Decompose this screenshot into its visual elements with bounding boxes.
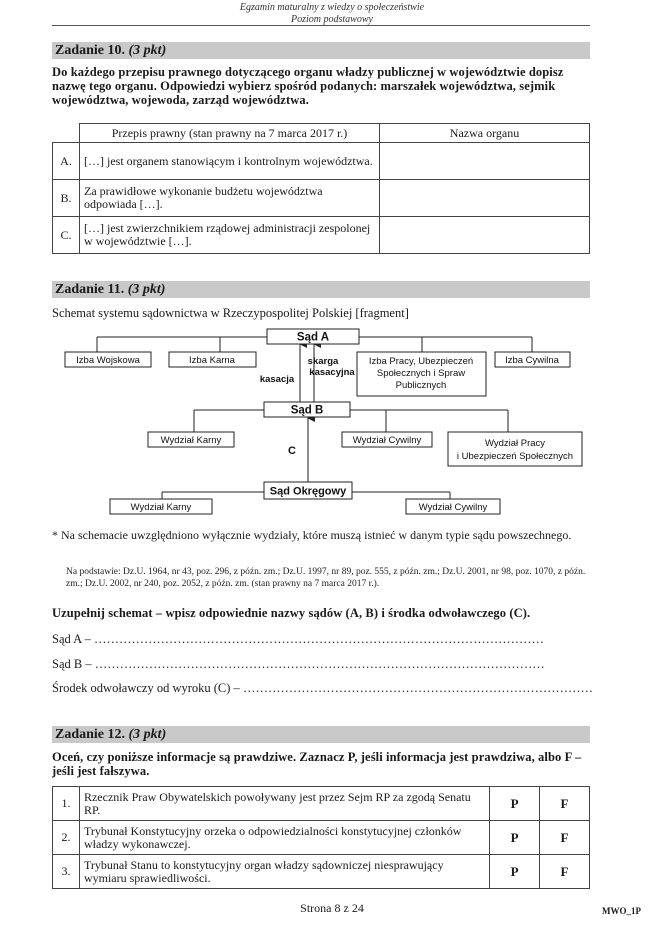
statement-text: Trybunał Konstytucyjny orzeka o odpowiedzialności konstytucyjnej członków władzy wykonawczej. xyxy=(79,821,489,855)
task11-source: Na podstawie: Dz.U. 1964, nr 43, poz. 296, z późn. zm.; Dz.U. 1997, nr 89, poz. 555, z późn. zm.; Dz.U. 2001, nr 98, poz. 1070, z późn. zm.; Dz.U. 2002, nr 240, poz. 2052, z późn. zm. (stan prawny na 7 marca 2017 r.). xyxy=(66,567,586,589)
task11-note: * Na schemacie uwzględniono wyłącznie wydziały, które muszą istnieć w danym typie sądu powszechnego. xyxy=(52,528,572,542)
diagram-wydzial-pracy-1: Wydział Pracy xyxy=(484,438,546,449)
row-letter: A. xyxy=(53,143,80,180)
diagram-izba-cywilna: Izba Cywilna xyxy=(505,355,559,366)
diagram-skarga: skarga xyxy=(307,356,339,367)
diagram-izba-karna: Izba Karna xyxy=(189,355,235,366)
page-number: Strona 8 z 24 xyxy=(300,901,364,915)
false-option[interactable]: F xyxy=(540,787,590,821)
diagram-wydzial-cywilny-b: Wydział Cywilny xyxy=(352,435,422,446)
diagram-wydzial-karny-o: Wydział Karny xyxy=(130,502,192,513)
answer-cell-c[interactable] xyxy=(380,217,590,254)
court-system-diagram xyxy=(52,322,590,518)
statement-num: 2. xyxy=(53,821,80,855)
answer-cell-a[interactable] xyxy=(380,143,590,180)
row-rule-text: […] jest organem stanowiącym i kontrolnym województwa. xyxy=(80,143,380,180)
task12-table xyxy=(52,786,590,889)
statement-num: 1. xyxy=(53,787,80,821)
statement-text: Rzecznik Praw Obywatelskich powoływany jest przez Sejm RP za zgodą Senatu RP. xyxy=(79,787,489,821)
diagram-izba-wojskowa: Izba Wojskowa xyxy=(76,355,140,366)
true-option[interactable]: P xyxy=(490,821,540,855)
row-rule-text: […] jest zwierzchnikiem rządowej administracji zespolonej w województwie […]. xyxy=(80,217,380,254)
task10-title: Zadanie 10. xyxy=(55,43,126,58)
false-option[interactable]: F xyxy=(540,821,590,855)
header-divider xyxy=(52,25,590,26)
answer-cell-b[interactable] xyxy=(380,180,590,217)
task11-instruction: Uzupełnij schemat – wpisz odpowiednie nazwy sądów (A, B) i środka odwoławczego (C). xyxy=(52,606,531,620)
table-row xyxy=(53,180,590,217)
diagram-izba-pracy-3: Publicznych xyxy=(395,380,447,391)
diagram-wydzial-pracy-2: i Ubezpieczeń Społecznych xyxy=(456,451,574,462)
task12-title: Zadanie 12. xyxy=(55,727,126,742)
statement-num: 3. xyxy=(53,855,80,889)
task12-points: (3 pkt) xyxy=(128,727,167,742)
false-option[interactable]: F xyxy=(540,855,590,889)
task10-heading xyxy=(52,42,590,59)
answer-line-sad-a[interactable] xyxy=(52,632,544,647)
task10-col-organ: Nazwa organu xyxy=(380,124,590,143)
exam-code: MWO_1P xyxy=(602,906,641,916)
diagram-sad-a: Sąd A xyxy=(296,331,330,344)
diagram-izba-pracy-1: Izba Pracy, Ubezpieczeń xyxy=(368,356,474,367)
diagram-wydzial-karny-b: Wydział Karny xyxy=(160,435,222,446)
answer-dots: ………………………………………………………………………… xyxy=(242,681,593,695)
answer-label: Środek odwoławczy od wyroku (C) – xyxy=(52,681,240,695)
task10-table xyxy=(52,123,590,254)
task11-points: (3 pkt) xyxy=(127,282,166,297)
diagram-c-label: C xyxy=(288,445,296,457)
diagram-kasacyjna: kasacyjna xyxy=(309,367,355,378)
answer-line-sad-b[interactable] xyxy=(52,657,545,672)
table-row xyxy=(53,787,590,821)
task11-title: Zadanie 11. xyxy=(55,282,125,297)
answer-line-srodek-c[interactable] xyxy=(52,681,593,696)
answer-label: Sąd A – xyxy=(52,632,91,646)
diagram-wydzial-cywilny-o: Wydział Cywilny xyxy=(418,502,488,513)
task10-points: (3 pkt) xyxy=(128,43,167,58)
diagram-izba-pracy-2: Społecznych i Spraw xyxy=(376,368,466,379)
answer-label: Sąd B – xyxy=(52,657,92,671)
exam-header-level: Poziom podstawowy xyxy=(291,14,373,25)
diagram-sad-b: Sąd B xyxy=(290,404,324,417)
task10-instruction: Do każdego przepisu prawnego dotyczącego organu władzy publicznej w województwie dopisz nazwę tego organu. Odpowiedzi wybierz spośród podanych: marszałek województwa, sejmik województwa, wojewoda, zarząd województwa. xyxy=(52,65,564,107)
diagram-sad-okregowy: Sąd Okręgowy xyxy=(269,485,347,498)
true-option[interactable]: P xyxy=(490,787,540,821)
table-row xyxy=(53,855,590,889)
answer-dots: ……………………………………………………………………………………………… xyxy=(94,632,545,646)
task12-heading xyxy=(52,726,590,743)
task10-col-rule: Przepis prawny (stan prawny na 7 marca 2017 r.) xyxy=(80,124,380,143)
answer-dots: ……………………………………………………………………………………………… xyxy=(94,657,545,671)
task11-heading xyxy=(52,281,590,298)
statement-text: Trybunał Stanu to konstytucyjny organ władzy sądowniczej niesprawujący wymiaru sprawiedliwości. xyxy=(79,855,489,889)
exam-header-title: Egzamin maturalny z wiedzy o społeczeństwie xyxy=(239,2,425,13)
row-letter: C. xyxy=(53,217,80,254)
row-rule-text: Za prawidłowe wykonanie budżetu województwa odpowiada […]. xyxy=(80,180,380,217)
table-row xyxy=(53,217,590,254)
task11-intro: Schemat systemu sądownictwa w Rzeczypospolitej Polskiej [fragment] xyxy=(52,306,409,320)
true-option[interactable]: P xyxy=(490,855,540,889)
row-letter: B. xyxy=(53,180,80,217)
table-row xyxy=(53,143,590,180)
diagram-kasacja: kasacja xyxy=(259,374,295,385)
task12-instruction: Oceń, czy poniższe informacje są prawdziwe. Zaznacz P, jeśli informacja jest prawdziwa, albo F – jeśli jest fałszywa. xyxy=(52,750,582,778)
table-row xyxy=(53,821,590,855)
